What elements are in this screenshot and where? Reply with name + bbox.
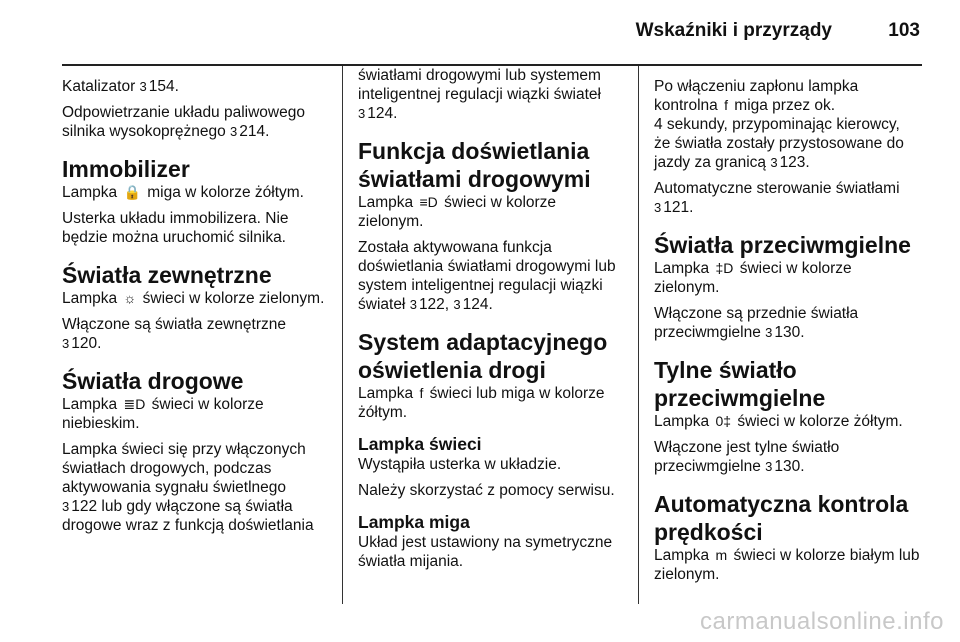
text: Lampka (62, 396, 118, 413)
page-ref: 124. (462, 296, 493, 313)
text: Lampka (654, 260, 710, 277)
page-ref-arrow-icon: 3 (409, 297, 417, 312)
paragraph (62, 395, 328, 433)
text: świeci w kolorze zielonym. (358, 194, 557, 230)
heading-high-beam: Światła drogowe (62, 368, 244, 394)
section-title: Wskaźniki i przyrządy (635, 20, 832, 41)
text: Lampka (358, 194, 414, 211)
text: Katalizator (62, 78, 136, 95)
paragraph (654, 438, 920, 476)
paragraph (654, 115, 920, 172)
immobilizer-icon: 🔒 (123, 184, 141, 200)
heading-immobilizer: Immobilizer (62, 156, 190, 182)
text: miga przez ok. (734, 97, 836, 114)
page-ref: 214. (239, 123, 270, 140)
paragraph (62, 315, 328, 353)
text: świeci w kolorze białym lub zielonym. (654, 547, 920, 583)
paragraph (654, 179, 920, 217)
text: Lampka (654, 413, 710, 430)
text: świeci w kolorze zielonym. (142, 290, 325, 307)
watermark: carmanualsonline.info (700, 608, 944, 635)
page-ref-arrow-icon: 3 (765, 325, 773, 340)
text: 122 lub gdy włączone są światła drogowe wraz z funkcją doświetlania (62, 498, 314, 534)
page-ref: 124. (367, 105, 398, 122)
text: 4 sekundy, przypominając kierowcy, że światła zostały przystosowane do jazdy za granicą (654, 116, 904, 171)
adaptive-lighting-icon: f (724, 97, 728, 113)
text: Po włączeniu zapłonu lampka kontrolna (654, 78, 859, 114)
page-ref-arrow-icon: 3 (453, 297, 461, 312)
paragraph (62, 183, 328, 202)
paragraph (654, 77, 920, 115)
page-ref-arrow-icon: 3 (139, 79, 147, 94)
text: Lampka (62, 290, 118, 307)
column-2 (358, 66, 624, 604)
page-ref: 120. (71, 335, 102, 352)
paragraph (654, 259, 920, 297)
rear-fog-light-icon: 0‡ (715, 413, 732, 429)
column-3 (654, 66, 920, 604)
heading-lamp-flashing: Lampka miga (358, 512, 470, 532)
page-ref: 154. (148, 78, 179, 95)
paragraph (62, 289, 328, 308)
text: świeci w kolorze zielonym. (654, 260, 852, 296)
column-1 (62, 66, 328, 604)
high-beam-assist-icon: ≡D (419, 194, 438, 210)
heading-rear-fog-light: Tylne światło przeciwmgielne (654, 357, 826, 411)
page-ref-arrow-icon: 3 (230, 124, 238, 139)
column-divider (342, 66, 343, 604)
text: Włączone jest tylne światło przeciwmgielne (654, 439, 840, 475)
adaptive-lighting-icon: f (419, 385, 424, 401)
page-ref: 130. (774, 458, 805, 475)
text: Lampka świeci się przy włączonych światłach drogowych, podczas aktywowania sygnału świetlnego (62, 441, 306, 496)
paragraph (358, 238, 624, 314)
high-beam-icon: ≣D (123, 396, 146, 412)
page-ref-arrow-icon: 3 (765, 459, 773, 474)
paragraph (654, 304, 920, 342)
page-ref: 130. (774, 324, 805, 341)
text: światłami drogowymi lub systemem inteligentnej regulacji wiązki świateł (358, 67, 601, 103)
text: Odpowietrzanie układu paliwowego silnika wysokoprężnego (62, 104, 305, 140)
text: miga w kolorze żółtym. (147, 184, 304, 201)
page-ref-arrow-icon: 3 (770, 155, 778, 170)
page-header (62, 0, 922, 66)
paragraph: Należy skorzystać z pomocy serwisu. (358, 482, 615, 499)
heading-exterior-lights: Światła zewnętrzne (62, 262, 272, 288)
exterior-light-icon: ☼ (123, 290, 137, 306)
heading-lamp-on: Lampka świeci (358, 434, 482, 454)
text: Automatyczne sterowanie światłami (654, 180, 900, 197)
text: Lampka (62, 184, 118, 201)
heading-cruise-control: Automatyczna kontrola prędkości (654, 491, 909, 545)
text: świeci w kolorze niebieskim. (62, 396, 264, 432)
text: Włączone są przednie światła przeciwmgielne (654, 305, 859, 341)
text: świeci lub miga w kolorze żółtym. (358, 385, 605, 421)
paragraph (358, 66, 624, 123)
page-ref: 123. (779, 154, 810, 171)
heading-fog-lights: Światła przeciwmgielne (654, 232, 911, 258)
cruise-control-icon: m (715, 547, 728, 563)
page-ref: 121. (663, 199, 694, 216)
paragraph (654, 546, 920, 584)
page-number: 103 (888, 20, 920, 41)
text: Została aktywowana funkcja doświetlania światłami drogowymi lub system inteligentnej regulacji wiązki świateł (358, 239, 616, 313)
paragraph: Wystąpiła usterka w układzie. (358, 456, 562, 473)
page-ref: 122, (418, 296, 450, 313)
paragraph (62, 77, 328, 96)
paragraph: Usterka układu immobilizera. Nie będzie można uruchomić silnika. (62, 210, 289, 246)
paragraph (654, 412, 920, 431)
paragraph (358, 384, 624, 422)
page-ref-arrow-icon: 3 (654, 200, 662, 215)
text: świeci w kolorze żółtym. (737, 413, 903, 430)
heading-adaptive-lighting: System adaptacyjnego oświetlenia drogi (358, 329, 608, 383)
heading-high-beam-assist: Funkcja doświetlania światłami drogowymi (358, 138, 591, 192)
column-divider (638, 66, 639, 604)
paragraph (62, 440, 328, 535)
page-ref-arrow-icon: 3 (62, 336, 70, 351)
page-ref-arrow-icon: 3 (358, 106, 366, 121)
text: Lampka (358, 385, 414, 402)
paragraph: Układ jest ustawiony na symetryczne światła mijania. (358, 534, 613, 570)
text: Włączone są światła zewnętrzne (62, 316, 286, 333)
page-ref-arrow-icon: 3 (62, 499, 70, 514)
paragraph (62, 103, 328, 141)
paragraph (358, 193, 624, 231)
text: Lampka (654, 547, 710, 564)
front-fog-light-icon: ‡D (715, 260, 734, 276)
